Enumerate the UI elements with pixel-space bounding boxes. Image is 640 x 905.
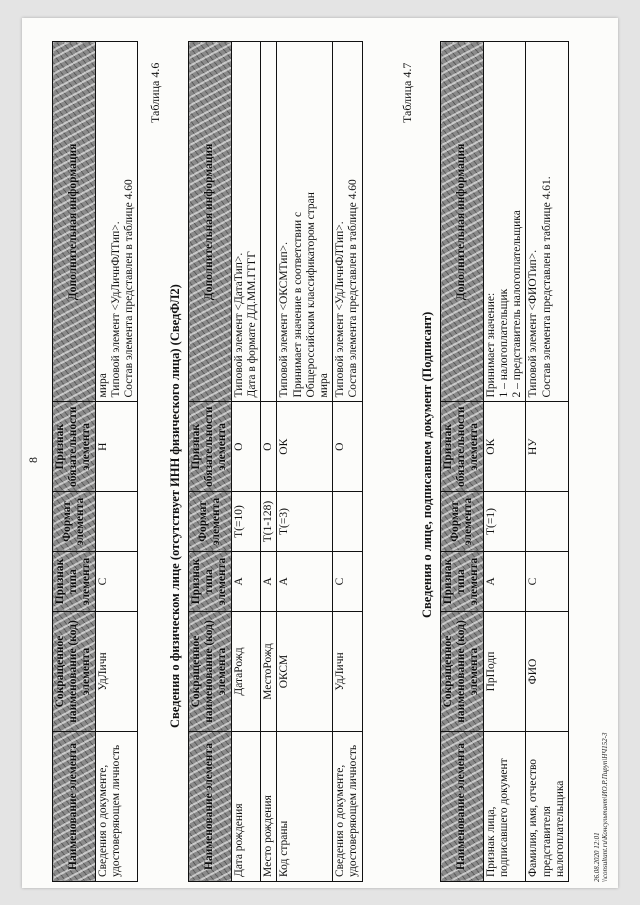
table-4-6-info-line [262,46,275,397]
page-number: 8 [26,457,40,463]
table-4-7-caption: Сведения о лице, подписавшем документ (Подписант) [420,311,434,618]
table-4-6-cell-format: Т(=10) [231,492,260,552]
table-4-6-cell-info [333,42,362,402]
table-4-7-cell-type: А [483,552,526,612]
table-4-6-number: Таблица 4.6 [148,62,162,123]
continuation-table-cell-type: С [95,552,138,612]
table-4-6-info-line: Принимает значение в соответствии с [291,211,304,398]
continuation-table-info-line: мира [96,373,109,398]
continuation-table-header-2: Сокращенное наименование (код) элемента [53,612,96,732]
table-4-6-cell-code: ДатаРожд [231,612,260,732]
table-4-7-cell-info [483,42,526,402]
continuation-table-cell-format [95,492,138,552]
table-4-6-cell-info [231,42,260,402]
table-4-6-header-6: Дополнительная информация [189,42,232,402]
table-4-6-header-5: Признак обязательности элемента [189,402,232,492]
table-4-6-cell-name: Сведения о документе, удостоверяющем личность [333,732,362,882]
table-4-6-header-1: Наименование элемента [189,732,232,882]
table-4-7-header-2: Сокращенное наименование (код) элемента [441,612,484,732]
table-4-6-cell-format: Т(1-128) [261,492,277,552]
table-4-6-cell-format: Т(=3) [277,492,333,552]
table-4-6-info-line: Общероссийским классификатором стран [304,192,317,398]
print-stamp-date: 26.08.2020 12:01 [593,832,601,882]
table-4-6-cell-name: Место рождения [261,732,277,882]
table-4-7-cell-type: С [526,552,569,612]
continuation-table-block [52,41,138,882]
table-4-7-cell-format: Т(=1) [483,492,526,552]
table-4-7-cell-code: ФИО [526,612,569,732]
table-4-6-info-line: мира [317,373,330,398]
table-4-6-info-line: Дата в формате ДД.ММ.ГГГГ [245,251,258,398]
table-4-7-info-line: Принимает значение: [484,292,497,398]
rotated-page-content [22,18,618,888]
continuation-table-cell-name: Сведения о документе, удостоверяющем личность [95,732,138,882]
table-4-6-cell-mandatory: О [231,402,260,492]
table-4-6-cell-code: УдЛичн [333,612,362,732]
continuation-table-cell-mandatory: Н [95,402,138,492]
table-4-6-row [231,42,260,882]
table-4-7-header-6: Дополнительная информация [441,42,484,402]
table-4-6-cell-mandatory: ОК [277,402,333,492]
table-4-6-header-4: Формат элемента [189,492,232,552]
table-4-7-info-line: Типовой элемент <ФИОТип>. [527,249,540,398]
table-4-7-row [483,42,526,882]
continuation-table-cell-info [95,42,138,402]
table-4-7-header-row [441,42,484,882]
continuation-table [52,41,138,882]
table-4-6-cell-name: Код страны [277,732,333,882]
table-4-6-header-row [189,42,232,882]
continuation-table-cell-code: УдЛичн [95,612,138,732]
table-4-6-cell-mandatory: О [333,402,362,492]
continuation-table-header-5: Признак обязательности элемента [53,402,96,492]
table-4-6-block [188,41,363,882]
table-4-6-info-line: Типовой элемент <ДатаТип>. [232,252,245,398]
table-4-6-info-line: Состав элемента представлен в таблице 4.60 [347,179,360,398]
print-stamp-path: \\consultant.ru\Консультант\ИО.Р.Пируп\НЧ152-3 [600,732,609,882]
table-4-6-info-line: Типовой элемент <УдЛичнФЛТип>. [334,221,347,398]
continuation-table-row [95,42,138,882]
table-4-7-cell-code: ПрПодп [483,612,526,732]
continuation-table-header-row [53,42,96,882]
table-4-7-cell-name: Фамилия, имя, отчество представителя налогоплательщика [526,732,569,882]
table-4-6-cell-type: С [333,552,362,612]
table-4-7-block [440,41,569,882]
table-4-6-row [333,42,362,882]
table-4-7-info-line: 1 – налогоплательщик [497,288,510,398]
table-4-7-header-4: Формат элемента [441,492,484,552]
table-4-6-cell-info [277,42,333,402]
table-4-6-cell-code: МестоРожд [261,612,277,732]
table-4-6-info-line: Типовой элемент <ОКСМТип>. [278,242,291,398]
print-stamp [594,733,609,882]
table-4-7-cell-mandatory: НУ [526,402,569,492]
table-4-7-number: Таблица 4.7 [400,62,414,123]
table-4-6-caption: Сведения о физическом лице (отсутствует ИНН физического лица) (СведФЛ2) [168,284,182,728]
table-4-7-info-line: Состав элемента представлен в таблице 4.61. [540,176,553,398]
table-4-7-cell-info [526,42,569,402]
table-4-6-cell-code: ОКСМ [277,612,333,732]
table-4-7-row [526,42,569,882]
table-4-6-row [261,42,277,882]
table-4-7-info-line: 2 – представитель налогоплательщика [511,210,524,398]
continuation-table-info-line: Состав элемента представлен в таблице 4.60 [123,179,136,398]
table-4-6-cell-info [261,42,277,402]
table-4-6-cell-type: А [231,552,260,612]
document-page [22,18,618,888]
table-4-7-cell-format [526,492,569,552]
table-4-6-cell-name: Дата рождения [231,732,260,882]
table-4-6-header-2: Сокращенное наименование (код) элемента [189,612,232,732]
continuation-table-info-line: Типовой элемент <УдЛичнФЛТип>. [109,221,122,398]
table-4-7-header-1: Наименование элемента [441,732,484,882]
table-4-6 [188,41,363,882]
continuation-table-header-4: Формат элемента [53,492,96,552]
continuation-table-header-6: Дополнительная информация [53,42,96,402]
table-4-7-header-5: Признак обязательности элемента [441,402,484,492]
table-4-7-cell-name: Признак лица, подписавшего документ [483,732,526,882]
continuation-table-header-3: Признак типа элемента [53,552,96,612]
table-4-7-header-3: Признак типа элемента [441,552,484,612]
table-4-6-cell-type: А [277,552,333,612]
continuation-table-header-1: Наименование элемента [53,732,96,882]
table-4-6-cell-mandatory: О [261,402,277,492]
table-4-7-cell-mandatory: ОК [483,402,526,492]
table-4-7 [440,41,569,882]
table-4-6-cell-format [333,492,362,552]
table-4-6-row [277,42,333,882]
table-4-6-header-3: Признак типа элемента [189,552,232,612]
table-4-6-cell-type: А [261,552,277,612]
